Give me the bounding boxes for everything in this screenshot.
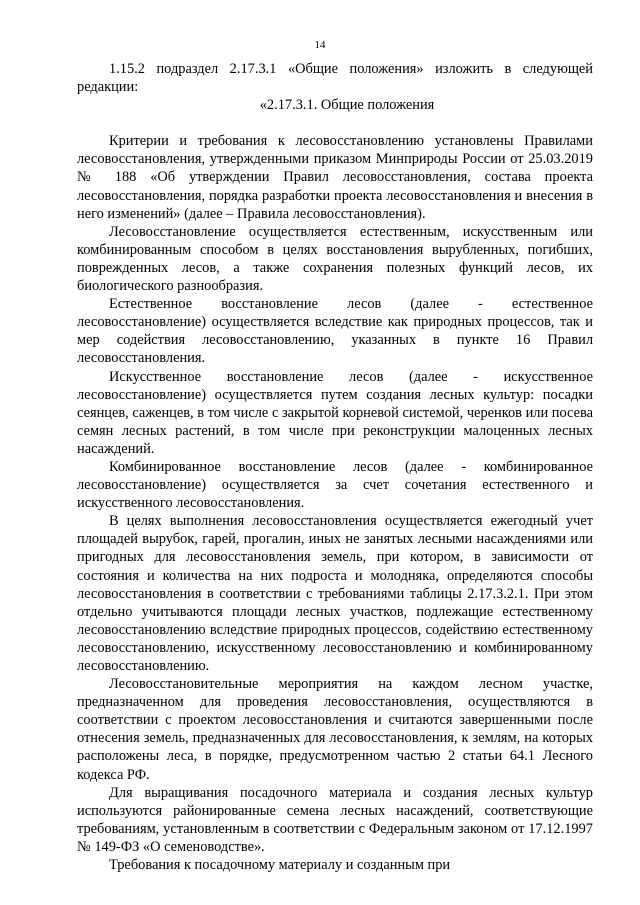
page-number: 14: [314, 39, 326, 51]
paragraph: Комбинированное восстановление лесов (далее - комбинированное лесовосстановление) осуществляется за счет сочетания естественного и искусственного лесовосстановления.: [77, 458, 593, 512]
section-title: «2.17.3.1. Общие положения: [259, 97, 435, 114]
paragraph: Лесовосстановление осуществляется естественным, искусственным или комбинированным способом в целях восстановления вырубленных, погибших, поврежденных лесов, а также сохранения полезных функций лесов, их биологического разнообразия.: [77, 223, 593, 295]
paragraph: В целях выполнения лесовосстановления осуществляется ежегодный учет площадей вырубок, гарей, прогалин, иных не занятых лесными насаждениями или пригодных для лесовосстановления земель, при котором, в зависимости от состояния и количества на них подроста и молодняка, определяются способы лесовосстановления в соответствии с требованиями таблицы 2.17.3.2.1. При этом отдельно учитываются площади лесных участков, подлежащие естественному лесовосстановлению вследствие природных процессов, содействию естественному лесовосстановлению, искусственному лесовосстановлению и комбинированному лесовосстановлению.: [77, 513, 593, 674]
intro-paragraph: 1.15.2 подраздел 2.17.3.1 «Общие положения» изложить в следующей редакции:: [77, 61, 593, 96]
document-body: [77, 60, 593, 874]
paragraph: Лесовосстановительные мероприятия на каждом лесном участке, предназначенном для проведения лесовосстановления, осуществляются в соответствии с проектом лесовосстановления и считаются завершенными после отнесения земель, предназначенных для лесовосстановления, к землям, на которых расположены леса, в порядке, предусмотренном частью 2 статьи 64.1 Лесного кодекса РФ.: [77, 676, 593, 783]
paragraph: Естественное восстановление лесов (далее - естественное лесовосстановление) осуществляется вследствие как природных процессов, так и мер содействия лесовосстановлению, указанных в пункте 16 Правил лесовосстановления.: [77, 296, 593, 367]
paragraph: Требования к посадочному материалу и созданным при: [109, 857, 451, 874]
paragraph: Критерии и требования к лесовосстановлению установлены Правилами лесовосстановления, утвержденными приказом Минприроды России от 25.03.2019 № 188 «Об утверждении Правил лесовосстановления, состава проекта лесовосстановления, порядка разработки проекта лесовосстановления и внесения в него изменений» (далее – Правила лесовосстановления).: [77, 133, 593, 222]
paragraph: Искусственное восстановление лесов (далее - искусственное лесовосстановление) осуществляется путем создания лесных культур: посадки сеянцев, саженцев, в том числе с закрытой корневой системой, черенков или посева семян лесных растений, в том числе при реконструкции малоценных лесных насаждений.: [77, 368, 593, 457]
paragraph: Для выращивания посадочного материала и создания лесных культур используются районированные семена лесных насаждений, соответствующие требованиям, установленным в соответствии с Федеральным законом от 17.12.1997 № 149-ФЗ «О семеноводстве».: [77, 784, 593, 855]
blank-line: [77, 114, 593, 132]
